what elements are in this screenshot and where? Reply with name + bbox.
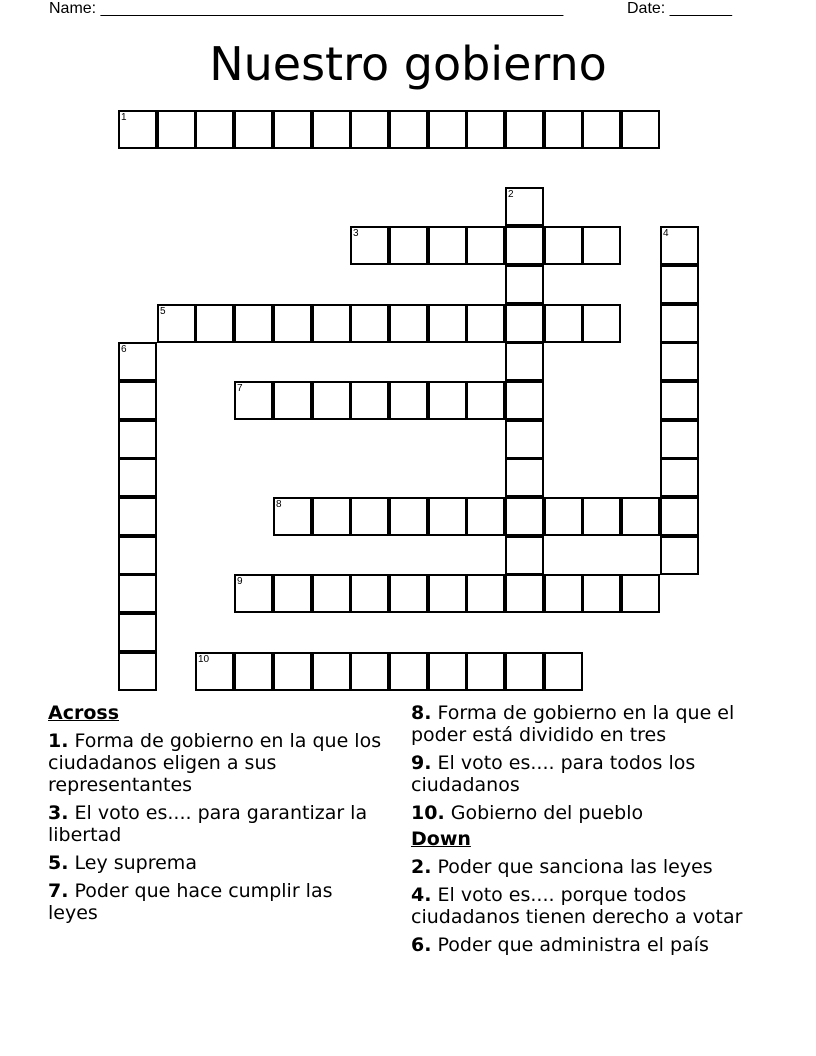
- clue-across-5: 5. Ley suprema: [48, 852, 197, 874]
- clue-text: Forma de gobierno en la que el poder está dividido en tres: [411, 702, 735, 746]
- crossword-cell[interactable]: [350, 574, 389, 613]
- crossword-cell[interactable]: [428, 652, 467, 691]
- crossword-cell[interactable]: [505, 536, 544, 575]
- crossword-cell[interactable]: [312, 381, 351, 420]
- crossword-cell[interactable]: [312, 652, 351, 691]
- crossword-cell[interactable]: [428, 226, 467, 265]
- crossword-cell[interactable]: [350, 304, 389, 343]
- crossword-cell[interactable]: [273, 110, 312, 149]
- crossword-cell[interactable]: [505, 574, 544, 613]
- clue-across-3: 3. El voto es.... para garantizar la libertad: [48, 802, 368, 846]
- crossword-cell[interactable]: [428, 497, 467, 536]
- crossword-cell[interactable]: [428, 110, 467, 149]
- crossword-cell[interactable]: [466, 497, 505, 536]
- crossword-cell[interactable]: [505, 110, 544, 149]
- crossword-cell[interactable]: [273, 381, 312, 420]
- crossword-cell[interactable]: [312, 574, 351, 613]
- crossword-cell[interactable]: [660, 458, 699, 497]
- crossword-cell[interactable]: [118, 381, 157, 420]
- crossword-cell[interactable]: [621, 497, 660, 536]
- crossword-cell[interactable]: [118, 110, 157, 149]
- clue-text: Poder que administra el país: [437, 934, 709, 956]
- crossword-cell[interactable]: [157, 304, 196, 343]
- crossword-cell[interactable]: [505, 652, 544, 691]
- clue-number: 1: [48, 730, 62, 752]
- crossword-cell[interactable]: [234, 652, 273, 691]
- crossword-cell[interactable]: [544, 304, 583, 343]
- crossword-cell[interactable]: [195, 110, 234, 149]
- clue-number: 5: [48, 852, 62, 874]
- crossword-cell[interactable]: [466, 110, 505, 149]
- crossword-cell[interactable]: [312, 110, 351, 149]
- crossword-cell[interactable]: [660, 342, 699, 381]
- crossword-cell[interactable]: [428, 304, 467, 343]
- crossword-cell[interactable]: [505, 497, 544, 536]
- crossword-cell[interactable]: [466, 304, 505, 343]
- crossword-cell[interactable]: [544, 110, 583, 149]
- crossword-cell[interactable]: [234, 110, 273, 149]
- crossword-cell[interactable]: [234, 574, 273, 613]
- crossword-cell[interactable]: [312, 304, 351, 343]
- crossword-cell[interactable]: [505, 381, 544, 420]
- crossword-cell[interactable]: [544, 497, 583, 536]
- crossword-cell[interactable]: [466, 226, 505, 265]
- crossword-cell[interactable]: [273, 574, 312, 613]
- crossword-cell[interactable]: [428, 574, 467, 613]
- clue-number: 8: [411, 702, 425, 724]
- crossword-cell[interactable]: [389, 110, 428, 149]
- clue-number-label: 3: [353, 228, 359, 239]
- clue-across-10: 10. Gobierno del pueblo: [411, 802, 644, 824]
- across-heading: Across: [48, 702, 120, 724]
- clue-number: 3: [48, 802, 62, 824]
- crossword-cell[interactable]: [505, 420, 544, 459]
- crossword-cell[interactable]: [582, 497, 621, 536]
- crossword-cell[interactable]: [466, 381, 505, 420]
- crossword-cell[interactable]: [273, 304, 312, 343]
- crossword-cell[interactable]: [350, 110, 389, 149]
- clue-text: El voto es.... para garantizar la libertad: [48, 802, 368, 846]
- crossword-cell[interactable]: [505, 226, 544, 265]
- crossword-cell[interactable]: [582, 226, 621, 265]
- clue-text: El voto es.... para todos los ciudadanos: [411, 752, 696, 796]
- crossword-cell[interactable]: [118, 574, 157, 613]
- crossword-cell[interactable]: [660, 497, 699, 536]
- crossword-cell[interactable]: [350, 381, 389, 420]
- crossword-cell[interactable]: [118, 497, 157, 536]
- crossword-cell[interactable]: [389, 652, 428, 691]
- name-field-label: Name: ____________________________________________________: [49, 0, 564, 17]
- clue-number-label: 2: [508, 189, 514, 200]
- clue-number: 7: [48, 880, 62, 902]
- crossword-cell[interactable]: [660, 226, 699, 265]
- crossword-cell[interactable]: [660, 265, 699, 304]
- crossword-cell[interactable]: [234, 304, 273, 343]
- crossword-cell[interactable]: [350, 226, 389, 265]
- crossword-cell[interactable]: [118, 458, 157, 497]
- down-heading: Down: [411, 828, 471, 850]
- crossword-cell[interactable]: [505, 304, 544, 343]
- clue-number: 6: [411, 934, 425, 956]
- crossword-cell[interactable]: [195, 304, 234, 343]
- clue-number: 2: [411, 856, 425, 878]
- clue-down-6: 6. Poder que administra el país: [411, 934, 709, 956]
- crossword-cell[interactable]: [466, 652, 505, 691]
- clue-across-1: 1. Forma de gobierno en la que los ciudadanos eligen a sus representantes: [48, 730, 382, 796]
- crossword-cell[interactable]: [389, 497, 428, 536]
- crossword-cell[interactable]: [118, 613, 157, 652]
- crossword-cell[interactable]: [428, 381, 467, 420]
- clue-across-7: 7. Poder que hace cumplir las leyes: [48, 880, 333, 924]
- crossword-cell[interactable]: [389, 574, 428, 613]
- crossword-cell[interactable]: [273, 652, 312, 691]
- crossword-cell[interactable]: [544, 574, 583, 613]
- clue-down-4: 4. El voto es.... porque todos ciudadanos tienen derecho a votar: [411, 884, 743, 928]
- clue-down-2: 2. Poder que sanciona las leyes: [411, 856, 713, 878]
- crossword-cell[interactable]: [505, 265, 544, 304]
- crossword-cell[interactable]: [466, 574, 505, 613]
- crossword-cell[interactable]: [234, 381, 273, 420]
- crossword-cell[interactable]: [118, 652, 157, 691]
- crossword-cell[interactable]: [660, 536, 699, 575]
- crossword-cell[interactable]: [582, 110, 621, 149]
- crossword-cell[interactable]: [660, 381, 699, 420]
- crossword-cell[interactable]: [273, 497, 312, 536]
- crossword-cell[interactable]: [350, 497, 389, 536]
- crossword-cell[interactable]: [544, 652, 583, 691]
- clue-number-label: 10: [198, 654, 210, 665]
- clue-text: Poder que sanciona las leyes: [437, 856, 713, 878]
- crossword-cell[interactable]: [660, 420, 699, 459]
- clues-right-column: [411, 702, 781, 962]
- clue-across-8: 8. Forma de gobierno en la que el poder está dividido en tres: [411, 702, 735, 746]
- clue-number-label: 1: [121, 112, 127, 123]
- clue-number-label: 9: [237, 576, 243, 587]
- clue-number: 9: [411, 752, 425, 774]
- clue-number-label: 8: [276, 499, 282, 510]
- clue-number: 10: [411, 802, 438, 824]
- crossword-cell[interactable]: [389, 381, 428, 420]
- crossword-cell[interactable]: [118, 536, 157, 575]
- clue-text: Forma de gobierno en la que los ciudadanos eligen a sus representantes: [48, 730, 382, 796]
- crossword-cell[interactable]: [544, 226, 583, 265]
- clue-text: Poder que hace cumplir las leyes: [48, 880, 333, 924]
- crossword-cell[interactable]: [312, 497, 351, 536]
- clue-number-label: 4: [663, 228, 669, 239]
- crossword-cell[interactable]: [505, 342, 544, 381]
- crossword-cell[interactable]: [118, 420, 157, 459]
- date-field-label: Date: _______: [627, 0, 732, 17]
- crossword-cell[interactable]: [621, 574, 660, 613]
- crossword-cell[interactable]: [157, 110, 196, 149]
- crossword-cell[interactable]: [195, 652, 234, 691]
- crossword-cell[interactable]: [505, 458, 544, 497]
- clue-text: Ley suprema: [74, 852, 197, 874]
- clues-left-column: [48, 702, 388, 930]
- crossword-cell[interactable]: [118, 342, 157, 381]
- clue-number-label: 6: [121, 344, 127, 355]
- crossword-cell[interactable]: [505, 187, 544, 226]
- page-title: Nuestro gobierno: [209, 37, 607, 91]
- crossword-cell[interactable]: [582, 304, 621, 343]
- crossword-cell[interactable]: [660, 304, 699, 343]
- crossword-cell[interactable]: [350, 652, 389, 691]
- crossword-cell[interactable]: [621, 110, 660, 149]
- clue-number: 4: [411, 884, 425, 906]
- clue-across-9: 9. El voto es.... para todos los ciudadanos: [411, 752, 696, 796]
- clue-text: Gobierno del pueblo: [450, 802, 644, 824]
- clue-text: El voto es.... porque todos ciudadanos tienen derecho a votar: [411, 884, 743, 928]
- crossword-cell[interactable]: [389, 304, 428, 343]
- crossword-cell[interactable]: [582, 574, 621, 613]
- crossword-cell[interactable]: [389, 226, 428, 265]
- clue-number-label: 7: [237, 383, 243, 394]
- clue-number-label: 5: [160, 306, 166, 317]
